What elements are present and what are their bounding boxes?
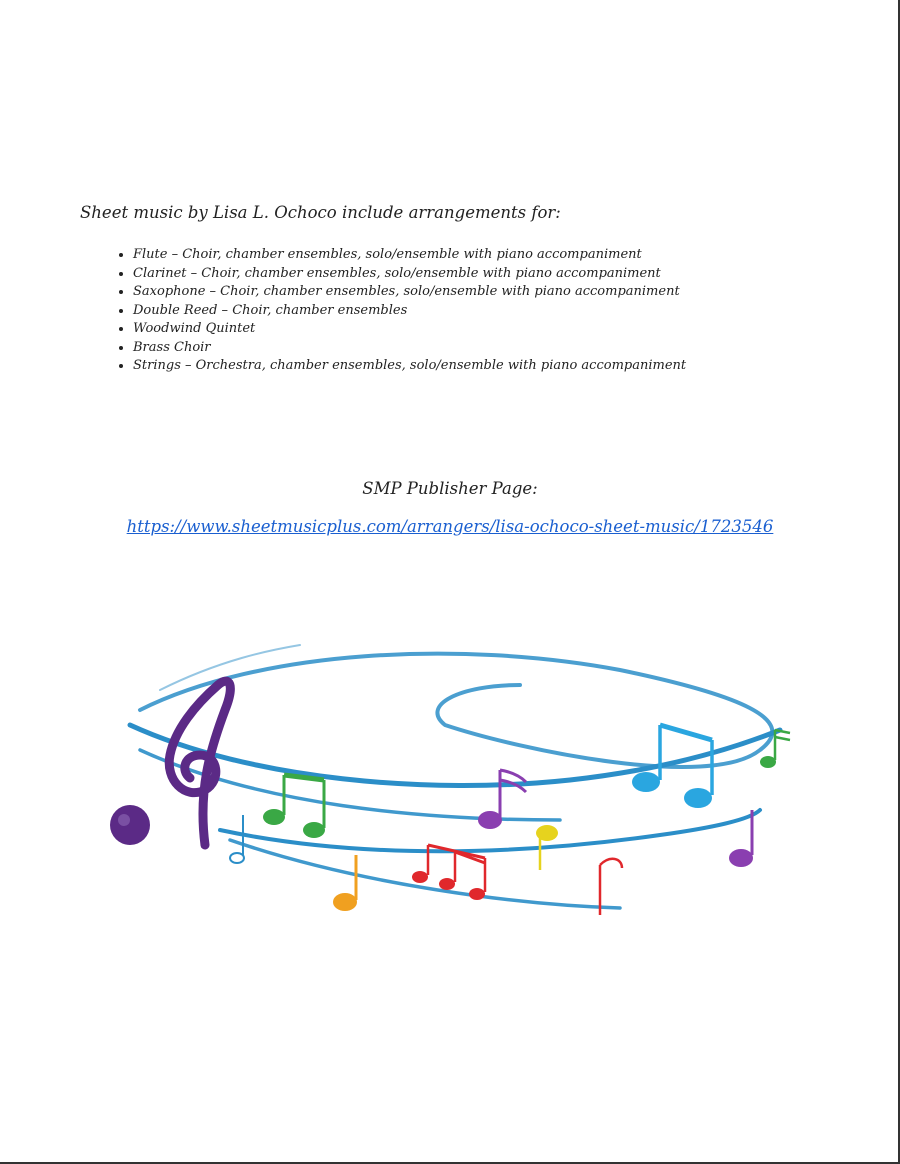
publisher-label: SMP Publisher Page: — [362, 479, 538, 498]
music-notes-illustration — [100, 630, 800, 920]
publisher-link-line — [0, 517, 900, 536]
publisher-link[interactable]: https://www.sheetmusicplus.com/arrangers/lisa-ochoco-sheet-music/1723546 — [126, 517, 774, 536]
list-item: • Woodwind Quintet — [133, 320, 686, 339]
arrangement-list — [105, 246, 686, 376]
intro-text: Sheet music by Lisa L. Ochoco include arrangements for: — [80, 203, 561, 222]
list-item: • Brass Choir — [133, 339, 686, 358]
staff-swirl — [140, 654, 772, 767]
list-item: • Saxophone – Choir, chamber ensembles, solo/ensemble with piano accompaniment — [133, 283, 686, 302]
list-item: • Double Reed – Choir, chamber ensembles — [133, 302, 686, 321]
list-item: • Strings – Orchestra, chamber ensembles, solo/ensemble with piano accompaniment — [133, 357, 686, 376]
green-beamed-notes-icon — [263, 775, 325, 838]
list-item: • Flute – Choir, chamber ensembles, solo/ensemble with piano accompaniment — [133, 246, 686, 265]
orange-note-icon — [333, 855, 357, 911]
treble-clef-dot — [110, 805, 150, 845]
list-item: • Clarinet – Choir, chamber ensembles, solo/ensemble with piano accompaniment — [133, 265, 686, 284]
treble-clef-icon — [169, 681, 230, 845]
blue-note-icon — [230, 853, 244, 863]
